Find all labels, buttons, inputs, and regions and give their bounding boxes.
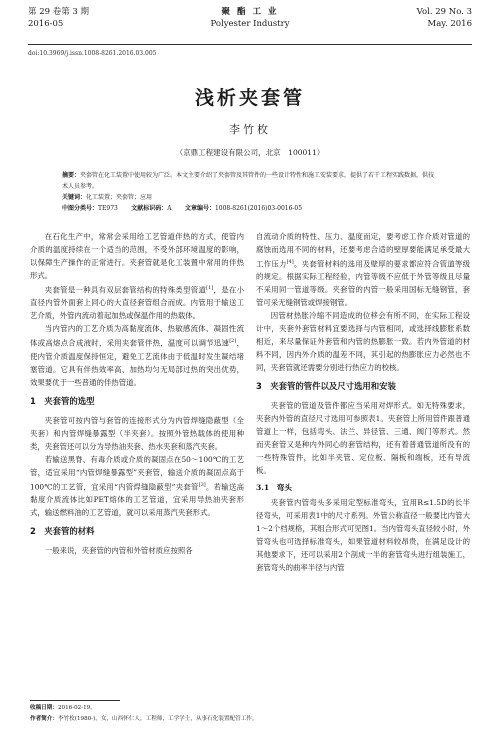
citation: [4] [286,259,294,265]
abstract [62,170,438,192]
text-span: 夹套管是一种具有双层套管结构的特殊类型管道 [44,285,207,295]
classification-line [62,203,438,214]
text-span: 。夹套管材料的选用及壁厚的要求都应符合管道等级的规定。根据实际工程经验，内管等级不应低于外管等级且尽量不采用同一管道等级。夹套管的内管一般采用国标无缝钢管，套管可采无缝钢管或焊接钢管。 [256,259,470,308]
left-column [30,230,244,557]
footnotes [30,703,257,725]
paragraph: 因管材热胀冷缩不同造成的位移会有所不同，在实际工程设计中，夹套外套管材料宜要选择与内管相同，或选择线膨胀系数相近，来尽量保证外套管和内管的热膨胀一致。若内外管道的材料不同，因内外介质的温差不同，其引起的热膨胀应力必然也不同，夹套管就还需要分别进行热应力的校核。 [256,311,470,373]
section-heading: 3 夹套管的管件以及尺寸选用和安装 [256,381,396,392]
article-title: 浅析夹套管 [194,87,305,109]
received-date [30,703,257,714]
author-bio-label: 作者简介： [30,716,58,722]
paragraph [256,230,470,309]
subsection-heading: 3.1 弯头 [256,483,292,493]
citation: [3] [198,481,206,488]
article-author: 李竹枚 [229,123,271,136]
text-span: ，使内管介质温度保持恒定，避免工艺流体由于低温时发生凝结堵塞管道。它具有伴热效率高、加热均匀无局部过热的突出优势，效果要优于一些普通的伴热管道。 [30,338,244,387]
article-number-label: 文章编号： [184,205,215,212]
text-span: 若输送黑脊、有毒介质或介质的凝固点在50～100℃的工艺管，适宜采用“内管焊缝暴露型”夹套管，输送介质的凝固点高于100℃的工艺管，宜采用“内管焊缝隐蔽型”夹套管 [30,454,244,492]
volume-issue-en: Vol. 29 No. 3 [416,7,472,17]
keywords [62,192,438,203]
header-rule [28,44,472,45]
doi: doi:10.3969/j.issn.1008-8261.2016.03.005 [28,50,157,57]
running-header [28,6,472,42]
journal-name-cn: 聚 酯 工 业 [221,7,279,17]
journal-name-en: Polyester Industry [210,19,290,29]
doccode-label: 文献标识码： [131,205,168,212]
abstract-text: 夹套管在化工装置中使用较为广泛。本文主要介绍了夹套管及其管件的一些设计特性和施工安装要求，提供了若干工程实践数据，供技术人员参考。 [62,172,435,190]
issue-info-en [417,6,472,30]
paragraph: 在石化生产中，常常会采用给工艺管道伴热的方式，使管内介质的温度持续在一个适当的范围，不受外部环境温度的影响，以保障生产操作的正常进行。夹套管就是化工装置中常用的伴热形式。 [30,232,244,280]
volume-issue: 第 29 卷第 3 期 [28,7,90,17]
author-bio [30,714,257,725]
paragraph [30,322,244,388]
keywords-label: 关键词： [62,194,87,201]
section-heading: 1 夹套管的选型 [30,395,95,406]
text-span: 当内管内的工艺介质为高黏度流体、热敏感流体、凝固性流体或高熔点合成液时，采用夹套管伴热，温度可以调节迅速 [30,324,244,348]
citation: [1] [206,285,214,291]
clc-value: TE973 [98,205,118,212]
journal-name [28,6,472,30]
paragraph: 夹套管的管道及管件都应当采用对焊形式。如无特殊要求，夹套内外管的直径尺寸选用可参照表1。夹套管上所用管件跟普通管道上一样，包括弯头、法兰、异径管、三通、阀门等形式。然而夹套管又是种内外同心的套管结构，还有着普通管道所没有的一些特殊管件，比如半夹管、定位板、隔板和端板，还有导流板。 [256,401,470,476]
issue-date: 2016-05 [28,19,64,29]
abstract-block [62,170,438,214]
text-span: 。若输送高黏度介质流体比如PET熔体的工艺管道，宜采用导热油夹套形式，输送燃料油的工艺管道，就可以采用蒸汽夹套形式。 [30,482,244,518]
paragraph [30,453,244,519]
clc-label: 中图分类号： [62,205,99,212]
article-number: 1008-8261(2016)03-0016-05 [214,205,303,212]
section-heading: 2 夹套管的材料 [30,526,95,537]
abstract-label: 摘要： [62,172,81,179]
author-affiliation: （京鼎工程建设有限公司，北京 100011） [175,148,325,157]
author-bio-text: 李竹枚(1980-)，女，山西怀仁人，工程师，工学学士，从事石化装置配管工作。 [57,716,258,722]
paragraph: 一般来说，夹套管的内管和外管材质应按照各 [44,546,193,556]
paragraph: 夹套管内管弯头多采用定型标准弯头，宜用R≤1.5D的长半径弯头，可采用表1中的尺寸系列。外管公称直径一般要比内管大1～2个档规格，其组合形式可见图1。当内管弯头直径较小时，外管弯头也可选择标准弯头，如果管道材料较昂贵，在满足设计的其他要求下，还可以采用2个剖成一半的套管弯头进行组装施工，套管弯头的曲率半径与内管 [256,498,470,573]
citation: [2] [229,338,237,345]
doccode-value: A [167,205,172,212]
keywords-text: 化工装置；夹套管；应用 [86,194,153,201]
right-column [256,230,470,574]
footnote-rule [30,700,120,701]
received-label: 收稿日期： [30,705,58,711]
received-value: 2016-02-19。 [57,705,96,711]
text-span: ，是在小直径内管外面套上同心的大直径套管组合而成。内管用于输送工艺介质，外管内流动着起加热或保温作用的热载体。 [30,285,244,321]
paragraph: 夹套管可按内管与套管的连接形式分为内管焊缝隐蔽型（全夹套）和内管焊缝暴露型（半夹套）。按照外管热载体的使用种类，夹套管还可以分为导热油夹套、热水夹套和蒸汽夹套。 [30,415,244,451]
paragraph [30,282,244,322]
text-span: 自流动介质的特性、压力、温度而定，要考虑工作介质对管道的腐蚀而选用不同的材料，还要考虑合适的壁厚要能满足承受最大工作压力 [256,232,470,269]
issue-date-en: May. 2016 [427,19,472,29]
